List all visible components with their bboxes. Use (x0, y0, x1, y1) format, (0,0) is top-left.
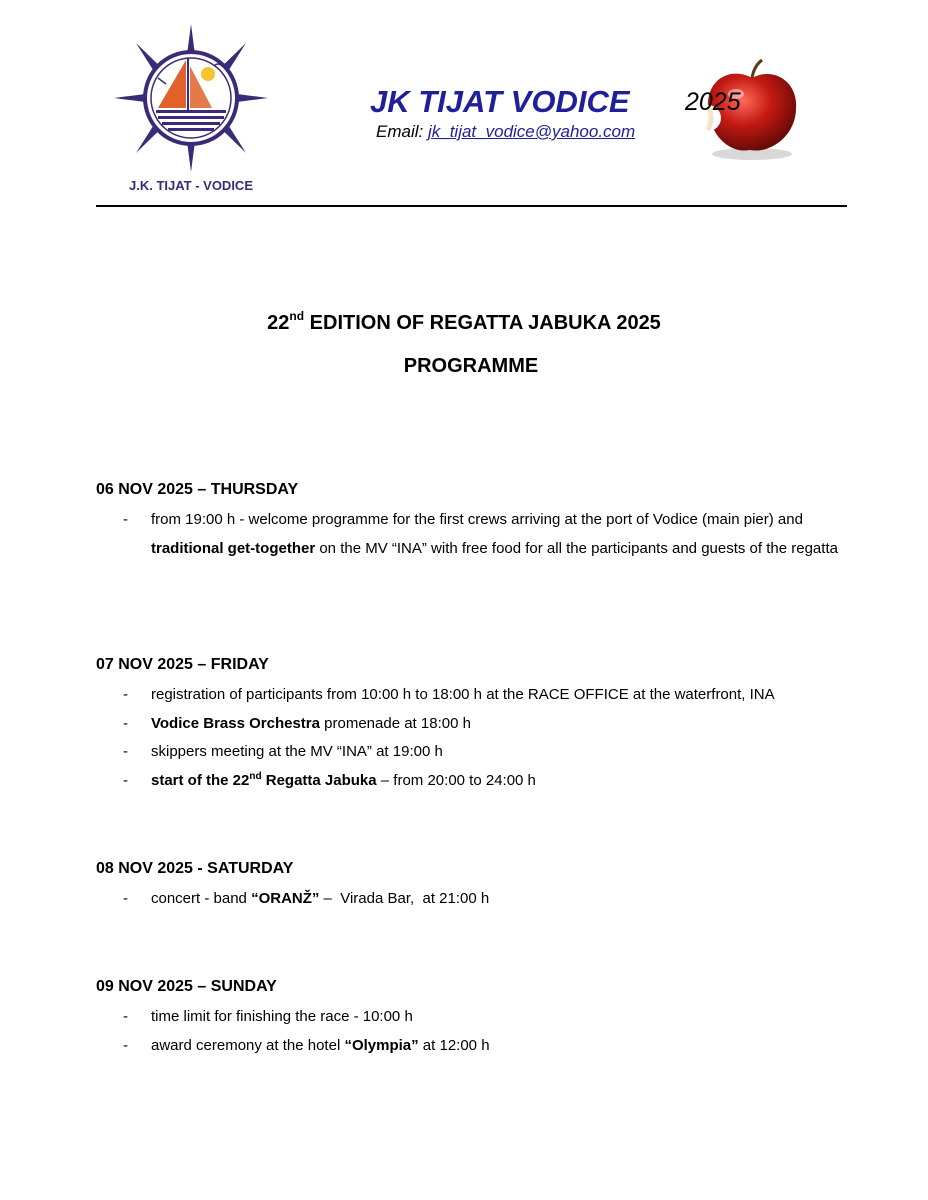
list-dash: - (123, 511, 128, 528)
item-text: award ceremony at the hotel (151, 1036, 345, 1054)
item-text: – Virada Bar, at 21:00 h (319, 890, 490, 907)
day-section-friday (96, 653, 856, 795)
item-text: on the MV “INA” with free food for all the participants and guests of the regatta (315, 539, 838, 557)
day-heading: 07 NOV 2025 – FRIDAY (96, 656, 269, 673)
item-text: – from 20:00 to 24:00 h (376, 771, 536, 789)
list-dash: - (123, 1008, 128, 1025)
day-items (96, 506, 856, 563)
day-items (96, 681, 856, 795)
item-bold-text: “Olympia” (344, 1036, 419, 1054)
list-dash: - (123, 714, 128, 732)
item-text: registration of participants from 10:00 h to 18:00 h at the RACE OFFICE at the waterfront, INA (151, 686, 775, 703)
club-name: JK TIJAT VODICE (370, 84, 630, 119)
email-label: Email: (376, 122, 424, 141)
list-item (96, 1032, 856, 1061)
header-year: 2025 (685, 88, 741, 116)
item-bold-text: “ORANŽ” (251, 890, 320, 907)
item-text: time limit for finishing the race - 10:00 h (151, 1008, 413, 1025)
header-divider (96, 205, 847, 207)
email-line (376, 122, 635, 142)
list-dash: - (123, 890, 128, 907)
item-bold-sup: nd (249, 770, 262, 782)
list-dash: - (123, 1036, 128, 1054)
day-heading: 06 NOV 2025 – THURSDAY (96, 481, 299, 498)
item-text: at 12:00 h (418, 1036, 490, 1054)
list-item (96, 506, 856, 563)
logo-caption: J.K. TIJAT - VODICE (129, 178, 253, 193)
list-item (96, 738, 856, 767)
day-section-thursday (96, 478, 856, 563)
title-ordinal: 22 (267, 312, 290, 334)
day-items (96, 1003, 856, 1060)
page-subtitle: PROGRAMME (403, 355, 539, 377)
item-bold-text: traditional get-together (151, 539, 316, 557)
item-bold-post: Regatta Jabuka (261, 771, 377, 789)
day-heading: 09 NOV 2025 – SUNDAY (96, 978, 277, 995)
club-logo (96, 18, 286, 198)
item-text: promenade at 18:00 h (319, 714, 471, 732)
title-text: EDITION OF REGATTA JABUKA 2025 (309, 312, 661, 334)
list-item (96, 681, 856, 710)
page-title (0, 308, 928, 338)
item-bold-text (151, 772, 377, 789)
day-heading: 08 NOV 2025 - SATURDAY (96, 860, 294, 877)
item-bold-text: Vodice Brass Orchestra (151, 714, 320, 732)
list-dash: - (123, 771, 128, 789)
item-text: from 19:00 h - welcome programme for the first crews arriving at the port of Vodice (main pier) and (151, 511, 803, 528)
day-section-sunday (96, 975, 856, 1060)
title-ordinal-suffix: nd (289, 309, 305, 324)
item-bold-pre: start of the 22 (151, 771, 250, 789)
list-dash: - (123, 743, 128, 760)
list-item (96, 885, 856, 914)
item-text: concert - band (151, 890, 252, 907)
day-section-saturday (96, 857, 856, 914)
compass-sail-logo-icon (96, 18, 286, 178)
list-item (96, 1003, 856, 1032)
list-item (96, 767, 856, 796)
list-item (96, 710, 856, 739)
email-link[interactable]: jk_tijat_vodice@yahoo.com (427, 122, 636, 141)
day-items (96, 885, 856, 914)
item-text: skippers meeting at the MV “INA” at 19:00 h (151, 743, 443, 760)
list-dash: - (123, 686, 128, 703)
